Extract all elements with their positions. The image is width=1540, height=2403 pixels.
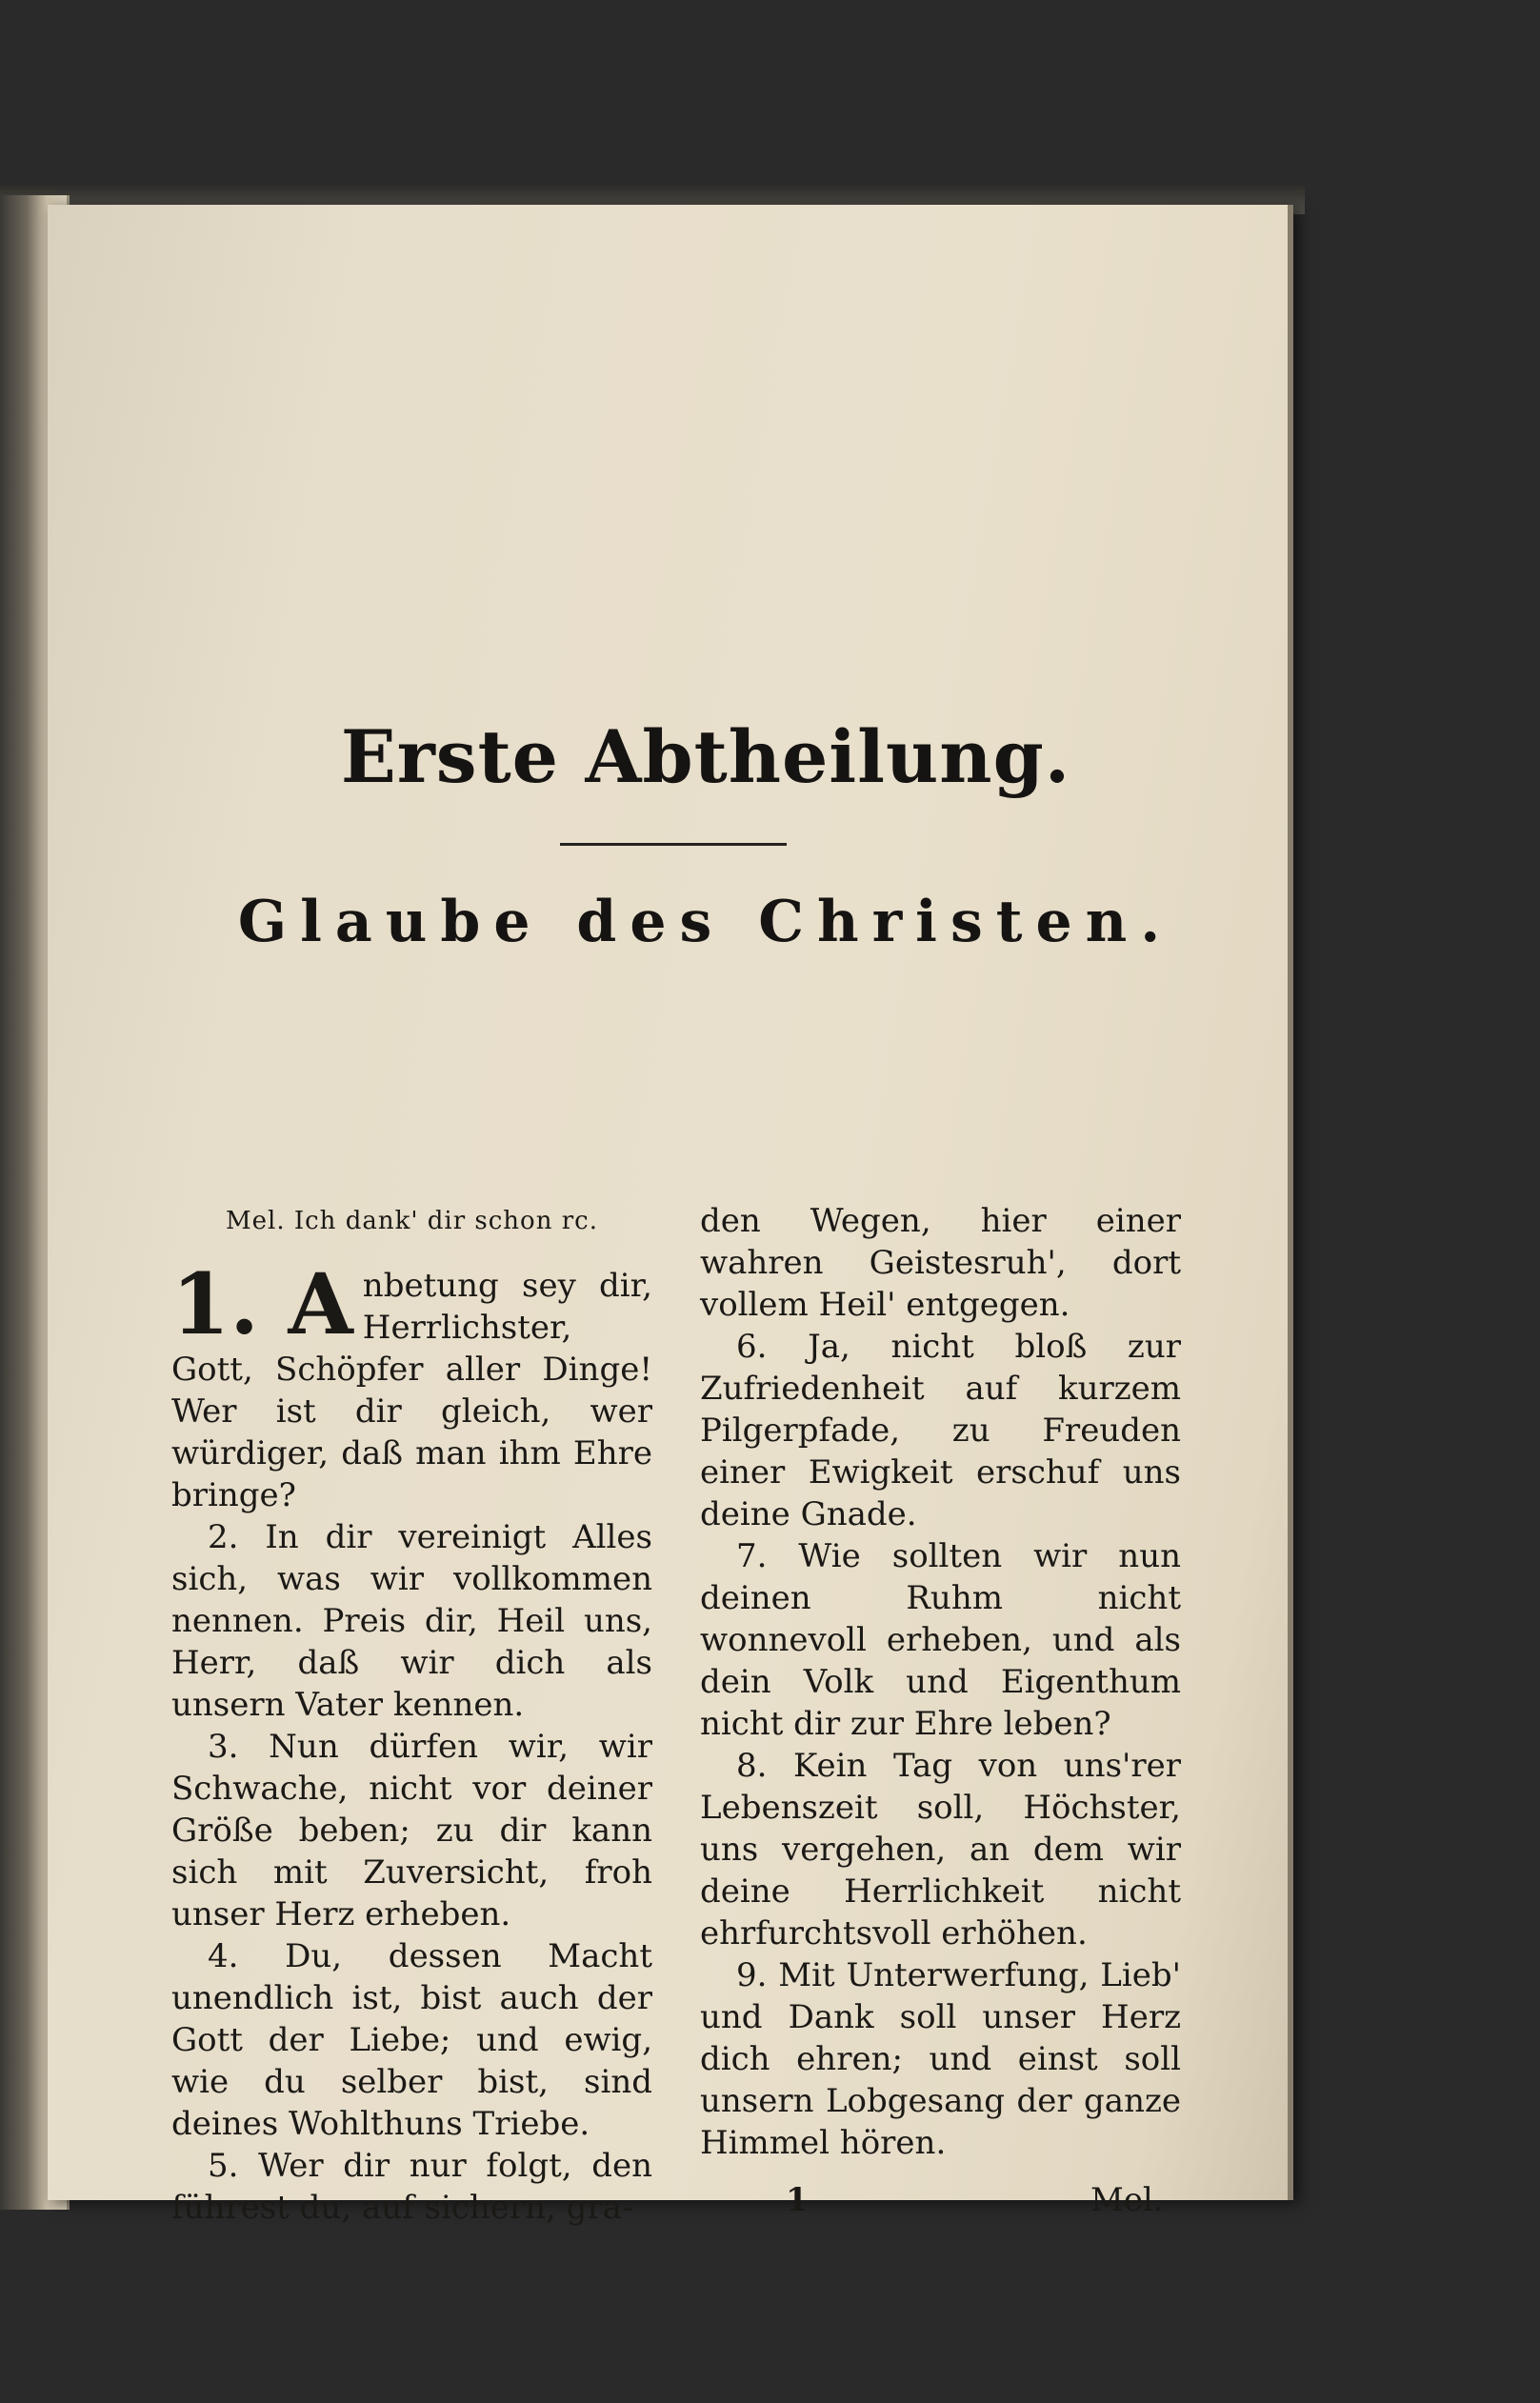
section-title: Erste Abtheilung.: [340, 714, 1071, 799]
verse-5: 5. Wer dir nur folgt, den führest du, auf sichern, gra-: [171, 2147, 652, 2227]
left-column: [171, 1200, 652, 2229]
verse-2: 2. In dir vereinigt Alles sich, was wir vollkommen nennen. Preis dir, Heil uns, Herr, daß wir dich als unsern Vater kennen.: [171, 1518, 652, 1724]
verse-1-drop-cap: [171, 1254, 353, 1353]
page-content: [124, 205, 1288, 2227]
catchword: Mel.: [1090, 2181, 1164, 2219]
verse-1-text: nbetung sey dir, Herrlichster, Gott, Schöpfer aller Dinge! Wer ist dir gleich, wer würdiger, daß man ihm Ehre bringe?: [171, 1267, 652, 1514]
verse-8: 8. Kein Tag von uns'rer Lebenszeit soll, Höchster, uns vergehen, an dem wir deine Herrlichkeit nicht ehrfurchtsvoll erhöhen.: [700, 1747, 1181, 1952]
heading-rule: [560, 843, 787, 846]
right-column: [700, 1200, 1181, 2164]
page-number: 1: [786, 2181, 809, 2219]
melody-line: Mel. Ich dank' dir schon rc.: [226, 1207, 598, 1235]
verse-7: 7. Wie sollten wir nun deinen Ruhm nicht wonnevoll erheben, und als dein Volk und Eigenthum nicht dir zur Ehre leben?: [700, 1537, 1181, 1743]
verse-5-continuation: den Wegen, hier einer wahren Geistesruh', dort vollem Heil' entgegen.: [700, 1202, 1181, 1324]
book-page: [48, 205, 1293, 2227]
verse-4: 4. Du, dessen Macht unendlich ist, bist auch der Gott der Liebe; und ewig, wie du selber bist, sind deines Wohlthuns Triebe.: [171, 1937, 652, 2143]
verse-1-initial: A: [288, 1254, 353, 1353]
section-subtitle: Glaube des Christen.: [237, 889, 1174, 955]
verse-9: 9. Mit Unterwerfung, Lieb' und Dank soll unser Herz dich ehren; und einst soll unsern Lobgesang der ganze Himmel hören.: [700, 1956, 1181, 2162]
verse-3: 3. Nun dürfen wir, wir Schwache, nicht vor deiner Größe beben; zu dir kann sich mit Zuversicht, froh unser Herz erheben.: [171, 1728, 652, 1933]
verse-1: [171, 1254, 652, 1516]
verse-1-number: 1.: [171, 1254, 259, 1353]
verse-6: 6. Ja, nicht bloß zur Zufriedenheit auf kurzem Pilgerpfade, zu Freuden einer Ewigkeit erschuf uns deine Gnade.: [700, 1328, 1181, 1533]
